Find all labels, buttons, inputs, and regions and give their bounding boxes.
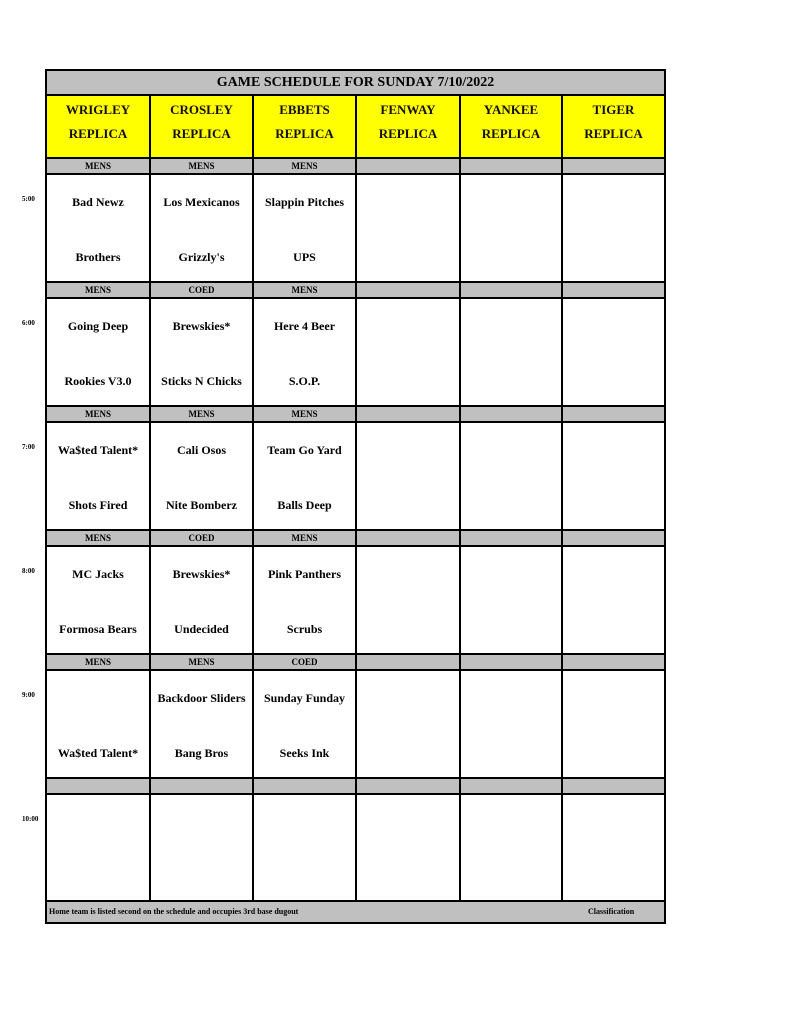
game-cell [254, 299, 357, 405]
classification-label: MENS [254, 283, 357, 297]
away-team: Backdoor Sliders [157, 691, 246, 705]
away-team: Pink Panthers [267, 567, 341, 581]
away-team: MC Jacks [72, 567, 124, 581]
classification-label: MENS [254, 407, 357, 421]
away-team: Cali Osos [176, 443, 226, 457]
classification-label [357, 283, 461, 297]
classification-label: COED [254, 655, 357, 669]
classification-label [357, 531, 461, 545]
field-header-yankee [461, 96, 563, 157]
home-team: Wa$ted Talent* [57, 746, 139, 760]
home-team: Balls Deep [277, 498, 332, 512]
game-cell [461, 299, 563, 405]
home-team: Seeks Ink [279, 746, 330, 760]
game-cell [357, 423, 461, 529]
away-team: Sunday Funday [263, 691, 346, 705]
game-cell [563, 175, 664, 281]
game-cell [47, 175, 151, 281]
field-header-tiger [563, 96, 664, 157]
game-cell [151, 423, 254, 529]
away-team: Wa$ted Talent* [57, 443, 139, 457]
game-cell [563, 547, 664, 653]
game-cell [357, 795, 461, 901]
classification-row [47, 405, 664, 423]
game-cell [563, 671, 664, 777]
classification-label: MENS [47, 283, 151, 297]
game-cell [47, 299, 151, 405]
game-cell [563, 299, 664, 405]
classification-label: MENS [151, 407, 254, 421]
game-cell [563, 795, 664, 901]
field-sub: REPLICA [275, 126, 334, 141]
classification-label: MENS [254, 159, 357, 173]
game-cell [151, 795, 254, 901]
field-sub: REPLICA [481, 126, 541, 141]
classification-label [357, 779, 461, 793]
field-header-row [47, 96, 664, 157]
footer-bar [47, 900, 664, 922]
classification-row [47, 281, 664, 299]
home-team: Brothers [75, 250, 121, 264]
game-cell [151, 175, 254, 281]
classification-label [461, 283, 563, 297]
field-name: FENWAY [380, 102, 436, 117]
home-team: Sticks N Chicks [161, 374, 242, 388]
away-team: Going Deep [67, 319, 129, 333]
classification-label [357, 407, 461, 421]
home-team: Scrubs [286, 622, 323, 636]
game-cell [357, 299, 461, 405]
classification-label: COED [151, 283, 254, 297]
field-sub: REPLICA [172, 126, 231, 141]
time-slot-row [47, 423, 664, 529]
field-name: TIGER [592, 102, 635, 117]
game-cell [47, 547, 151, 653]
time-label-6: 6:00 [22, 319, 35, 327]
game-cell [47, 795, 151, 901]
game-cell [254, 795, 357, 901]
schedule-title: GAME SCHEDULE FOR SUNDAY 7/10/2022 [47, 71, 664, 96]
classification-row [47, 653, 664, 671]
classification-label: MENS [151, 655, 254, 669]
classification-label [563, 779, 664, 793]
away-team: Brewskies* [172, 567, 231, 581]
classification-label [563, 655, 664, 669]
game-cell [461, 175, 563, 281]
game-cell [254, 547, 357, 653]
classification-label [563, 531, 664, 545]
field-header-fenway [357, 96, 461, 157]
classification-label [461, 407, 563, 421]
game-cell [357, 175, 461, 281]
classification-label [563, 283, 664, 297]
time-slot-row [47, 547, 664, 653]
classification-label [461, 779, 563, 793]
classification-label [461, 655, 563, 669]
classification-label [151, 779, 254, 793]
away-team: Slappin Pitches [264, 195, 345, 209]
home-team: Bang Bros [174, 746, 229, 760]
classification-label: COED [151, 531, 254, 545]
time-slot-row [47, 299, 664, 405]
classification-label: MENS [151, 159, 254, 173]
game-cell [254, 671, 357, 777]
classification-label [563, 159, 664, 173]
game-cell [461, 671, 563, 777]
home-team: Undecided [174, 622, 229, 636]
game-cell [254, 423, 357, 529]
home-team: Nite Bomberz [166, 498, 237, 512]
time-label-10: 10:00 [22, 815, 39, 823]
game-cell [151, 299, 254, 405]
game-cell [357, 671, 461, 777]
home-team: Grizzly's [178, 250, 225, 264]
game-cell [563, 423, 664, 529]
classification-row [47, 157, 664, 175]
classification-row [47, 777, 664, 795]
away-team: Bad Newz [72, 195, 124, 209]
away-team: Los Mexicanos [163, 195, 240, 209]
home-team: Shots Fired [68, 498, 128, 512]
classification-label [461, 159, 563, 173]
classification-label [357, 655, 461, 669]
classification-label [47, 779, 151, 793]
away-team: Brewskies* [172, 319, 231, 333]
classification-label [563, 407, 664, 421]
classification-label [357, 159, 461, 173]
game-cell [47, 671, 151, 777]
field-header-ebbets [254, 96, 357, 157]
away-team: Team Go Yard [267, 443, 342, 457]
game-cell [461, 795, 563, 901]
home-team-note: Home team is listed second on the schedule and occupies 3rd base dugout [49, 907, 299, 916]
classification-label [461, 531, 563, 545]
time-label-9: 9:00 [22, 691, 35, 699]
game-cell [357, 547, 461, 653]
home-team: Formosa Bears [59, 622, 137, 636]
field-name: YANKEE [483, 102, 539, 117]
home-team: S.O.P. [288, 374, 321, 388]
game-cell [151, 547, 254, 653]
game-cell [151, 671, 254, 777]
time-slot-row [47, 175, 664, 281]
time-label-8: 8:00 [22, 567, 35, 575]
classification-label-footer: Classification [588, 907, 635, 916]
game-cell [254, 175, 357, 281]
classification-label: MENS [254, 531, 357, 545]
away-team: Here 4 Beer [273, 319, 336, 333]
time-label-5: 5:00 [22, 195, 35, 203]
field-name: EBBETS [279, 102, 330, 117]
classification-label: MENS [47, 159, 151, 173]
classification-label [254, 779, 357, 793]
time-slot-row [47, 795, 664, 901]
classification-label: MENS [47, 407, 151, 421]
classification-label: MENS [47, 655, 151, 669]
classification-label: MENS [47, 531, 151, 545]
field-header-crosley [151, 96, 254, 157]
field-sub: REPLICA [378, 126, 438, 141]
field-name: CROSLEY [170, 102, 233, 117]
home-team: UPS [293, 250, 316, 264]
field-header-wrigley [47, 96, 151, 157]
home-team: Rookies V3.0 [64, 374, 132, 388]
field-name: WRIGLEY [65, 102, 131, 117]
classification-row [47, 529, 664, 547]
time-label-7: 7:00 [22, 443, 35, 451]
time-slot-row [47, 671, 664, 777]
game-cell [461, 423, 563, 529]
schedule-sheet [45, 69, 666, 924]
field-sub: REPLICA [68, 126, 128, 141]
game-cell [47, 423, 151, 529]
game-cell [461, 547, 563, 653]
field-sub: REPLICA [584, 126, 643, 141]
